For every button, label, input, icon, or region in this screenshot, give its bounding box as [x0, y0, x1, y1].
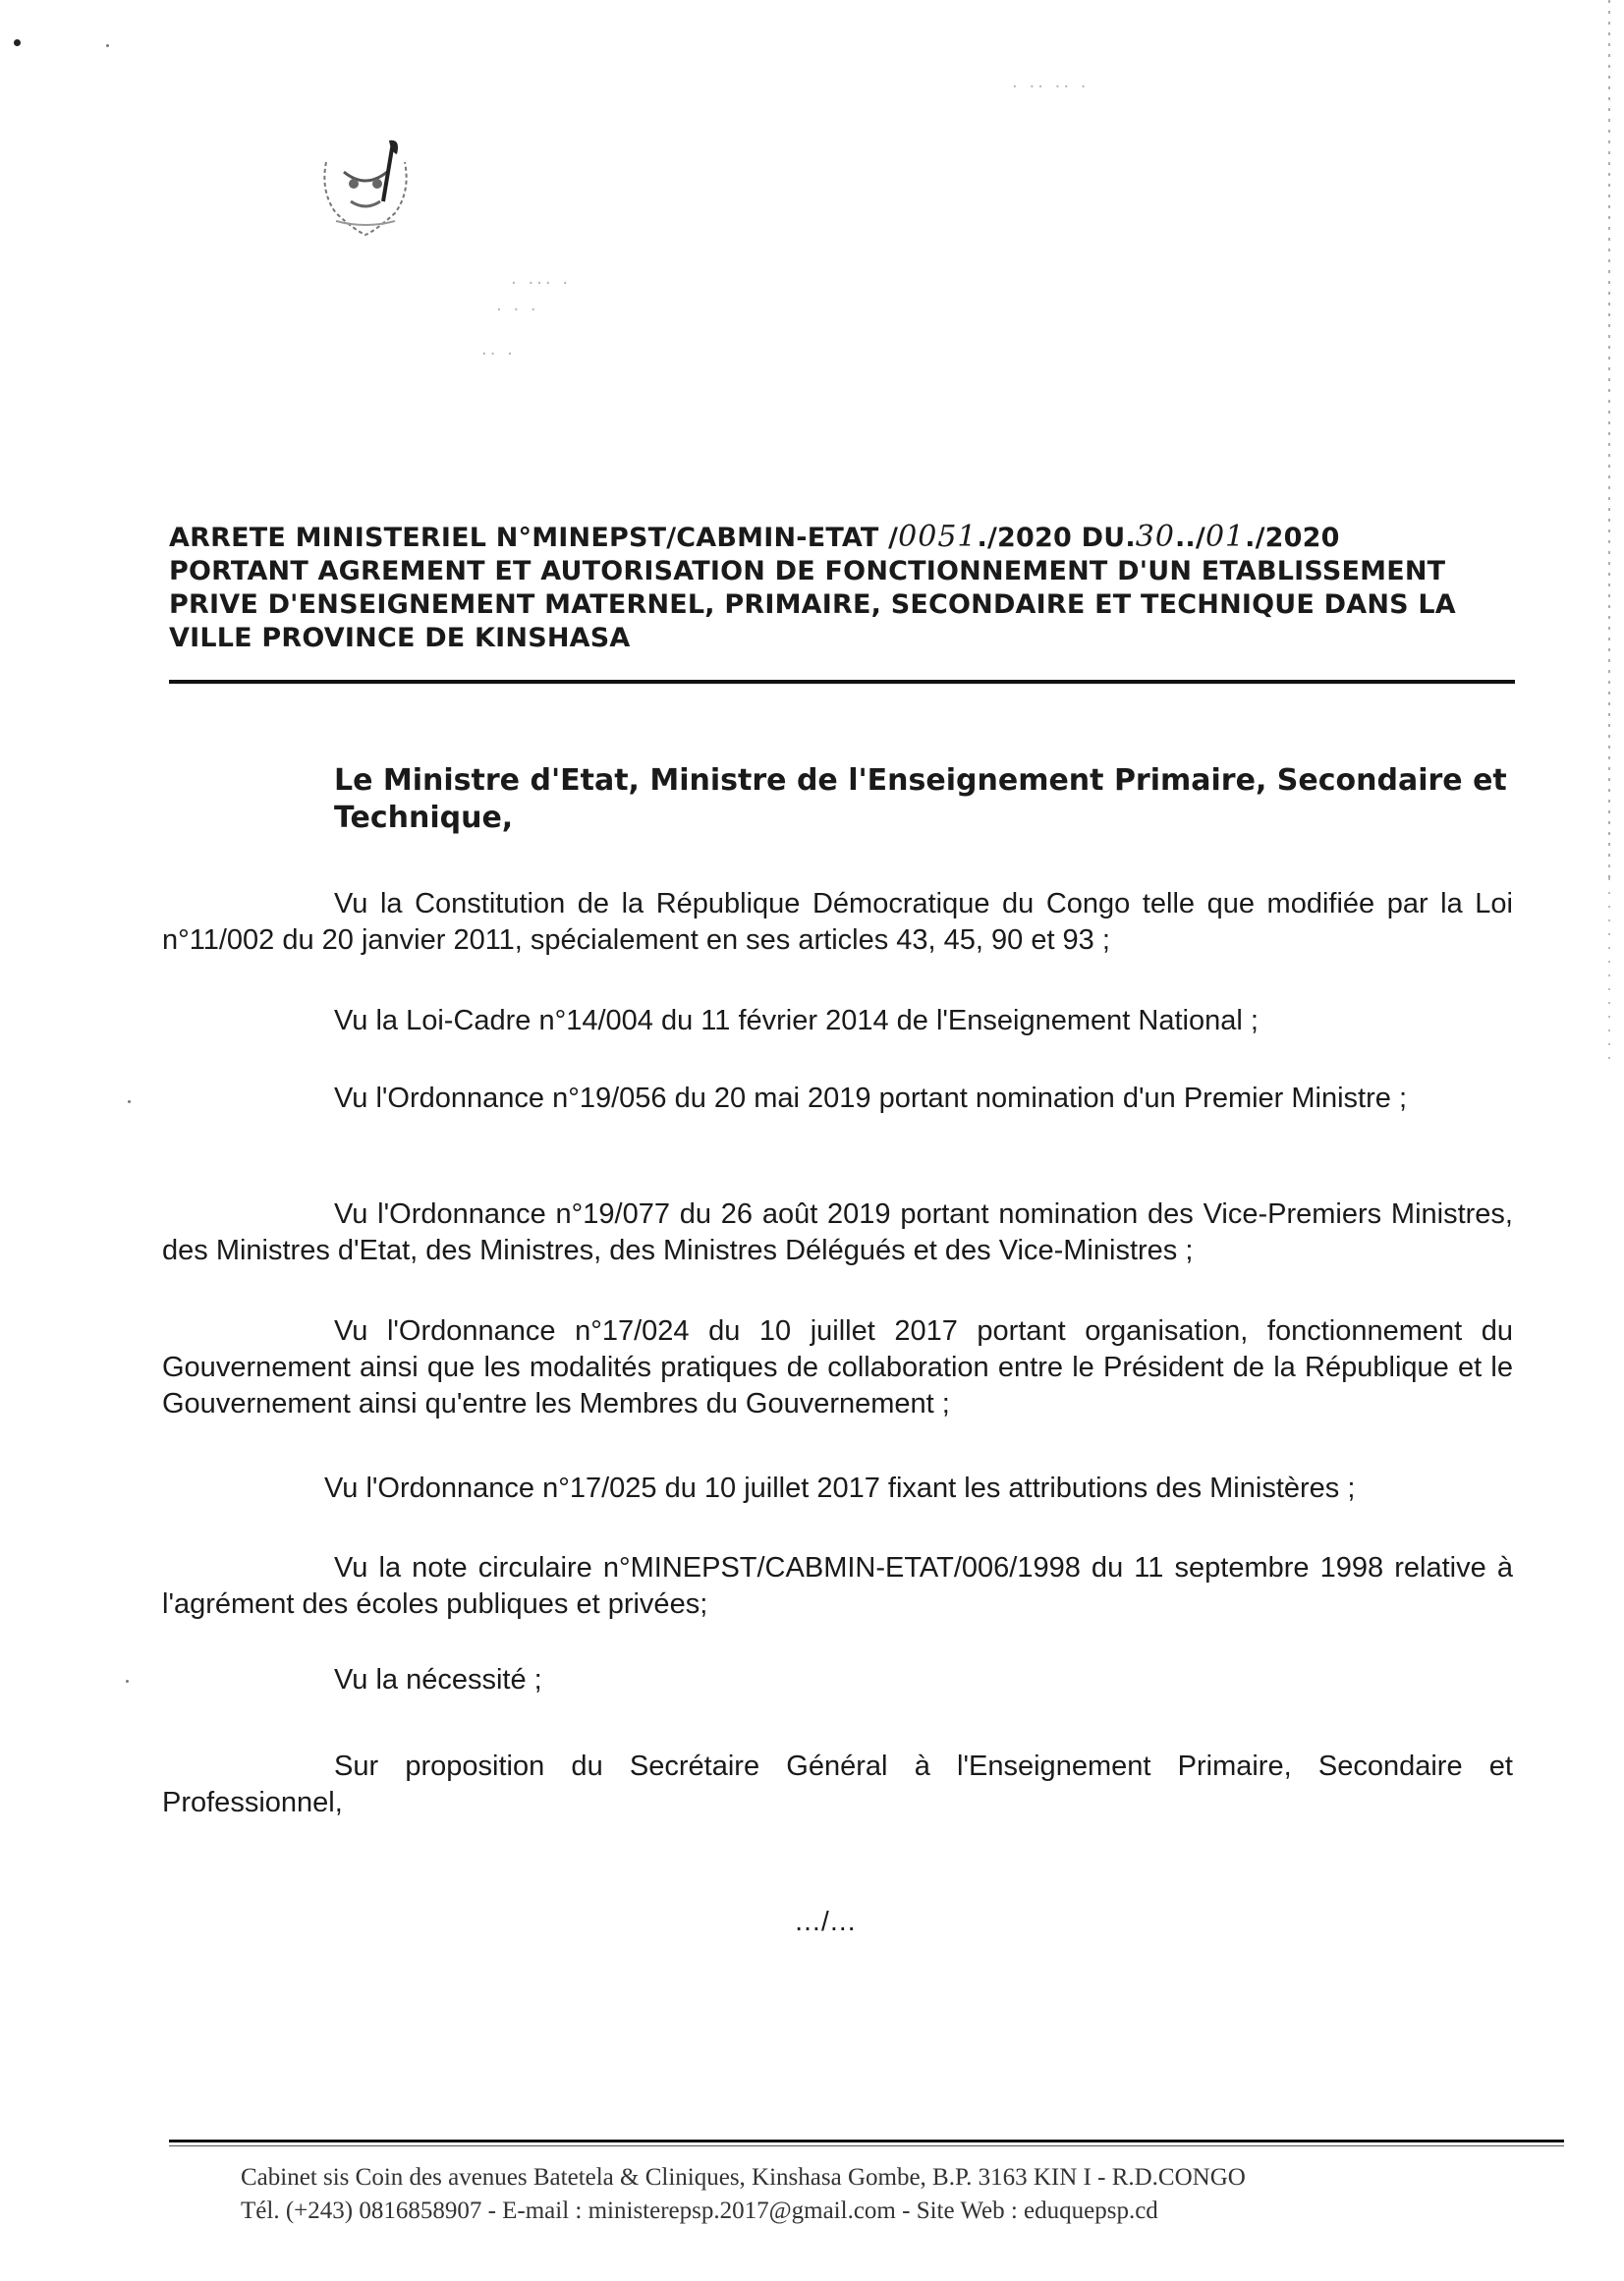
- faint-scan-marks: · ·· ·· ·: [1012, 77, 1090, 97]
- handwritten-month: 01: [1204, 520, 1246, 554]
- paragraph-text: Vu l'Ordonnance n°19/077 du 26 août 2019 portant nomination des Vice-Premiers Ministres, des Ministres d'Etat, des Ministres, des Ministres Délégués et des Vice-Ministres ;: [162, 1198, 1513, 1266]
- preamble-loi-cadre: [162, 1003, 1513, 1039]
- handwritten-day: 30: [1135, 520, 1175, 554]
- page-continuation-mark: …/…: [794, 1906, 857, 1936]
- paragraph-text: Vu la nécessité ;: [334, 1664, 542, 1696]
- decree-title-line: VILLE PROVINCE DE KINSHASA: [169, 623, 631, 653]
- faint-scan-marks: · · ·: [496, 300, 539, 320]
- faint-scan-marks: · ··· ·: [511, 273, 572, 294]
- paragraph-text: Vu la note circulaire n°MINEPST/CABMIN-ETAT/006/1998 du 11 septembre 1998 relative à l'agrément des écoles publiques et privées;: [162, 1552, 1513, 1620]
- faint-scan-marks: ·· ·: [481, 344, 516, 364]
- paragraph-text: Vu l'Ordonnance n°17/025 du 10 juillet 2017 fixant les attributions des Ministères ;: [324, 1473, 1356, 1504]
- date-separator: ../: [1174, 523, 1205, 553]
- preamble-ordonnance-nomination: [162, 1196, 1513, 1269]
- preamble-ordonnance-premier-ministre: [162, 1081, 1513, 1117]
- footer-phone-email: Tél. (+243) 0816858907 - E-mail : ministerepsp.2017@gmail.com - Site Web : eduquepsp.cd: [241, 2198, 1158, 2224]
- preamble-note-circulaire: [162, 1550, 1513, 1623]
- decree-reference-year: ./2020 DU.: [977, 523, 1136, 553]
- scan-edge-artifact: [1589, 864, 1624, 1061]
- decree-reference-prefix: ARRETE MINISTERIEL N°MINEPST/CABMIN-ETAT /: [169, 523, 899, 553]
- handwritten-decree-number: 0051: [898, 520, 978, 554]
- paragraph-text: Sur proposition du Secrétaire Général à l'Enseignement Primaire, Secondaire et Professionnel,: [162, 1751, 1513, 1818]
- preamble-ordonnance-organisation: [162, 1313, 1513, 1422]
- footer-address: Cabinet sis Coin des avenues Batetela & Cliniques, Kinshasa Gombe, B.P. 3163 KIN I - R.D.CONGO: [241, 2164, 1246, 2191]
- header-rule: [169, 680, 1515, 684]
- decree-reference-line: [169, 521, 1515, 555]
- scan-speck: [106, 44, 109, 47]
- preamble-proposition: [162, 1749, 1513, 1821]
- decree-reference-suffix: ./2020: [1245, 523, 1340, 553]
- paragraph-text: Vu l'Ordonnance n°17/024 du 10 juillet 2017 portant organisation, fonctionnement du Gouvernement ainsi que les modalités pratiques de collaboration entre le Président de la République et le Gouvernement ainsi qu'entre les Membres du Gouvernement ;: [162, 1315, 1513, 1419]
- scan-edge-artifact: [1589, 0, 1624, 884]
- decree-title-line: PORTANT AGREMENT ET AUTORISATION DE FONCTIONNEMENT D'UN ETABLISSEMENT: [169, 556, 1446, 586]
- paragraph-text: Vu l'Ordonnance n°19/056 du 20 mai 2019 portant nomination d'un Premier Ministre ;: [334, 1083, 1408, 1114]
- paragraph-text: Vu la Loi-Cadre n°14/004 du 11 février 2014 de l'Enseignement National ;: [334, 1005, 1259, 1036]
- scan-speck: [14, 39, 21, 46]
- scan-speck: [126, 1680, 129, 1683]
- preamble-constitution: [162, 886, 1513, 959]
- scan-speck: [128, 1100, 131, 1103]
- footer-rule: [169, 2145, 1564, 2146]
- preamble-necessite: [162, 1662, 1513, 1698]
- minister-title: Le Ministre d'Etat, Ministre de l'Enseignement Primaire, Secondaire et Technique,: [334, 763, 1507, 835]
- footer-rule: [169, 2140, 1564, 2142]
- decree-header: [169, 521, 1515, 655]
- decree-title-line: PRIVE D'ENSEIGNEMENT MATERNEL, PRIMAIRE, SECONDAIRE ET TECHNIQUE DANS LA: [169, 589, 1456, 620]
- paragraph-text: Vu la Constitution de la République Démocratique du Congo telle que modifiée par la Loi n°11/002 du 20 janvier 2011, spécialement en ses articles 43, 45, 90 et 93 ;: [162, 888, 1513, 956]
- preamble-ordonnance-attributions: [162, 1471, 1513, 1507]
- footer-contact: [241, 2161, 1469, 2228]
- coat-of-arms-emblem: [307, 133, 424, 241]
